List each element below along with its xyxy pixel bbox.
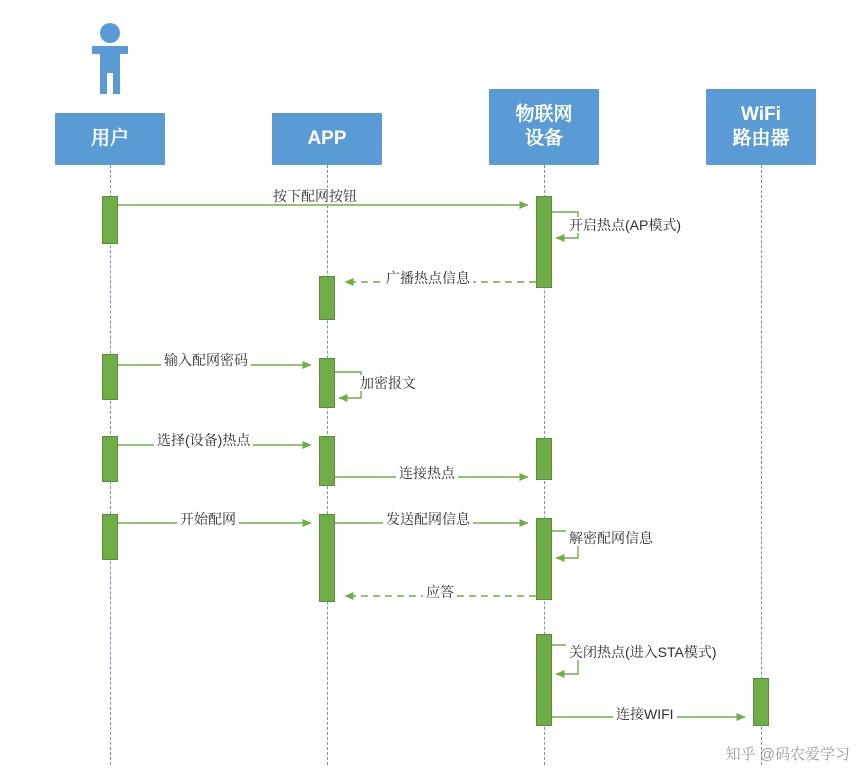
activation-user-1 [102,196,118,244]
activation-app-4 [319,514,335,602]
activation-user-3 [102,436,118,482]
watermark-text: 知乎 @码农爱学习 [725,746,850,763]
activation-device-4 [536,634,552,726]
message-label-reply: 应答 [423,584,457,600]
activation-device-1 [536,196,552,288]
participant-label-router-line2: 路由器 [732,128,790,149]
participant-header-user[interactable] [55,113,165,165]
activation-user-2 [102,354,118,400]
message-label-disable-hotspot: 关闭热点(进入STA模式) [566,644,720,660]
participant-header-router[interactable] [706,89,816,165]
message-label-enable-hotspot: 开启热点(AP模式) [566,217,684,233]
activation-user-4 [102,514,118,560]
message-label-start-config: 开始配网 [177,511,239,527]
activation-router-1 [753,678,769,726]
message-label-connect-hotspot: 连接热点 [396,465,458,481]
participant-header-app[interactable] [272,113,382,165]
lifeline-router [761,165,762,765]
actor-person-icon [84,22,136,94]
activation-app-1 [319,276,335,320]
participant-label-router-line1: WiFi [741,104,781,126]
participant-label-user: 用户 [90,128,129,150]
watermark [726,743,850,764]
activation-device-3 [536,518,552,600]
message-label-press-config-button: 按下配网按钮 [270,188,360,204]
activation-device-2 [536,438,552,480]
activation-app-2 [319,358,335,408]
participant-label-app: APP [307,128,347,150]
message-label-broadcast-hotspot-info: 广播热点信息 [383,270,473,286]
activation-app-3 [319,436,335,486]
message-label-connect-wifi: 连接WIFI [613,706,677,722]
message-label-decrypt-config-info: 解密配网信息 [566,530,656,546]
participant-label-device-line2: 设备 [524,128,563,149]
message-label-select-device-hotspot: 选择(设备)热点 [154,432,253,448]
message-label-send-config-info: 发送配网信息 [383,511,473,527]
participant-header-device[interactable] [489,89,599,165]
participant-label-device-line1: 物联网 [515,104,573,126]
message-label-encrypt-message: 加密报文 [357,375,419,391]
message-label-input-password: 输入配网密码 [161,352,251,368]
